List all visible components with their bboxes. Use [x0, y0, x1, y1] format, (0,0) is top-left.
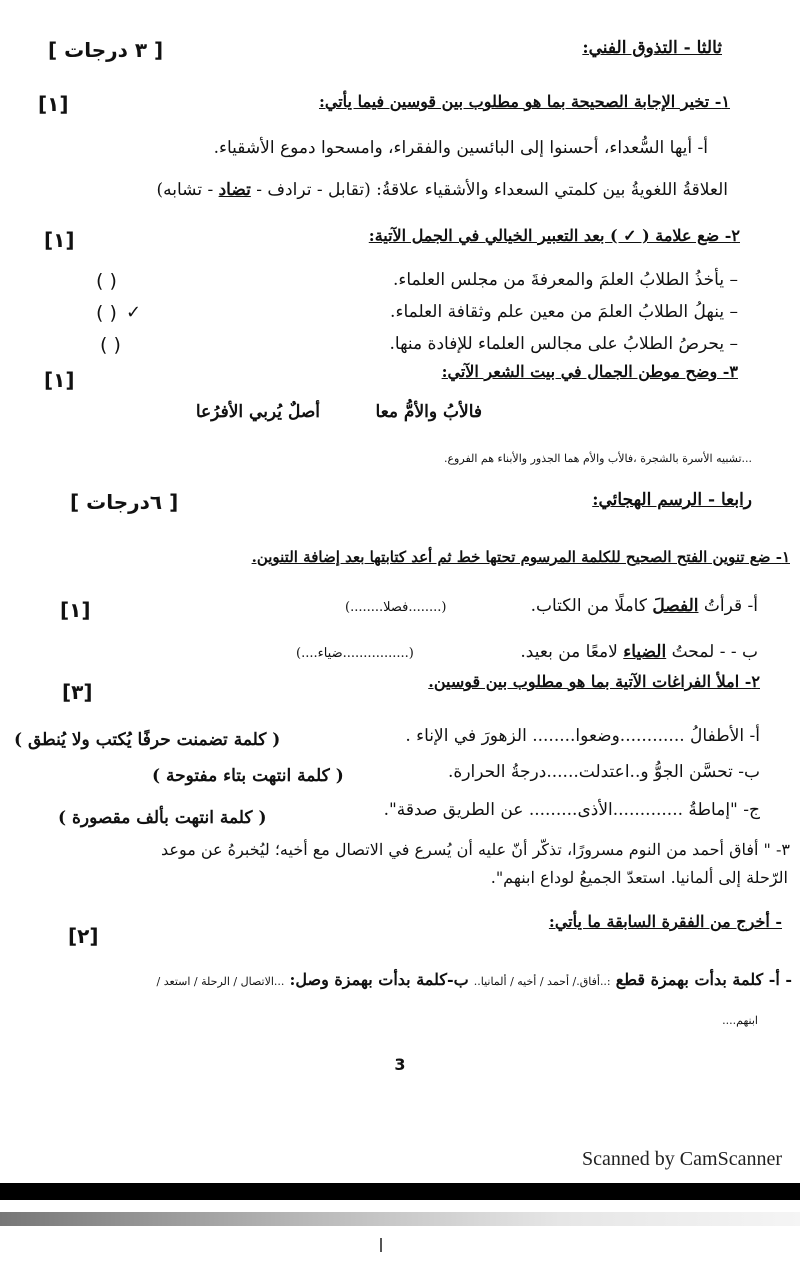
- section4-q1-b-prefix: ب - - لمحتُ: [671, 642, 758, 662]
- section4-q2-score: [٣]: [62, 680, 93, 704]
- section4-q3-a-answer: :..أفاق./ أحمد / أخيه / ألمانيا..: [473, 975, 611, 988]
- section3-q2-paren-1: ( ): [96, 270, 117, 292]
- check-mark-icon: ✓: [126, 302, 142, 323]
- section3-q3-title: ٣- وضح موطن الجمال في بيت الشعر الآتي:: [441, 362, 738, 381]
- section4-q1-a-suffix: كاملًا من الكتاب.: [530, 596, 647, 616]
- section4-q1-a-word: الفصلَ: [652, 596, 699, 616]
- section4-q3-b-answer: ...الاتصال / الرحلة / استعد /: [156, 975, 285, 988]
- section3-q1-score: [١]: [38, 92, 69, 116]
- section3-q2-title: ٢- ضع علامة ( ✓ ) بعد التعبير الخيالي في الجمل الآتية:: [368, 226, 740, 245]
- section4-q1-b-word: الضياء: [623, 642, 667, 662]
- section3-q1-question-suffix: - تشابه): [156, 180, 214, 200]
- section4-q3-line-1: ٣- " أفاق أحمد من النوم مسرورًا، تذكّر أنّ عليه أن يُسرع في الاتصال مع أخيه؛ ليُخبرهُ عن موعد: [161, 840, 790, 859]
- section4-q2-b: ب- تحسَّن الجوُّ و..اعتدلت......درجةُ الحرارة.: [448, 762, 760, 782]
- section4-q1-title: ١- ضع تنوين الفتح الصحيح للكلمة المرسوم تحتها خط ثم أعد كتابتها بعد إضافة التنوين.: [251, 548, 790, 566]
- section4-q2-b-hint: ( كلمة انتهت بتاء مفتوحة ): [152, 766, 344, 786]
- section3-title: ثالثا - التذوق الفني:: [582, 38, 722, 58]
- scan-black-bar: [0, 1183, 800, 1200]
- section4-q1-b-answer: (................ضياء....): [296, 646, 414, 661]
- verse-second-half: أصلٌ يُربي الأفرُعا: [195, 402, 320, 422]
- section3-q2-paren-2: ( ): [96, 302, 117, 324]
- section3-q1-question-prefix: العلاقةُ اللغويةُ بين كلمتي السعداء والأشقياء علاقةُ: (تقابل - ترادف -: [256, 180, 728, 200]
- verse-first-half: فالأبُ والأمُّ معا: [375, 402, 482, 422]
- section4-q1-score: [١]: [60, 598, 91, 622]
- section3-q1-answer: تضاد: [218, 180, 251, 200]
- section3-q2-score: [١]: [44, 228, 75, 252]
- section3-q2-paren-3: ( ): [100, 334, 121, 356]
- section4-q3-line-2: الرّحلة إلى ألمانيا. استعدّ الجميعُ لوداع ابنهم".: [490, 868, 788, 887]
- section3-q1-question: [157, 180, 729, 200]
- section4-q3-a-label: - أ- كلمة بدأت بهمزة قطع: [615, 970, 792, 989]
- section4-q1-b-suffix: لامعًا من بعيد.: [520, 642, 618, 662]
- section4-q1-a: [531, 596, 758, 616]
- section4-q2-a-hint: ( كلمة تضمنت حرفًا يُكتب ولا يُنطق ): [14, 730, 281, 750]
- section3-q1-title: ١- تخير الإجابة الصحيحة بما هو مطلوب بين قوسين فيما يأتي:: [318, 92, 730, 111]
- section4-q2-a: أ- الأطفالُ ............وضعوا........ الزهورَ في الإناء .: [405, 726, 760, 746]
- section3-q3-answer: ...تشبيه الأسرة بالشجرة ،فالأب والأم هما الجذور والأبناء هم الفروع.: [444, 452, 752, 465]
- section4-q3-sub: - أخرج من الفقرة السابقة ما يأتي:: [548, 912, 782, 931]
- page-number: 3: [394, 1055, 406, 1074]
- section3-q3-score: [١]: [44, 368, 75, 392]
- section4-q3-answers: [157, 970, 792, 989]
- section4-q1-b: [520, 642, 758, 662]
- section4-title: رابعا - الرسم الهجائي:: [592, 490, 752, 510]
- section4-q2-title: ٢- املأ الفراغات الآتية بما هو مطلوب بين قوسين.: [428, 672, 760, 691]
- section3-q1-sentence: أ- أيها السُّعداء، أحسنوا إلى البائسين والفقراء، وامسحوا دموع الأشقياء.: [213, 138, 708, 158]
- section4-q2-c-hint: ( كلمة انتهت بألف مقصورة ): [58, 808, 267, 828]
- section3-q2-item-1: – يأخذُ الطلابُ العلمَ والمعرفةَ من مجلس العلماء.: [392, 270, 738, 290]
- section3-q2-item-2: – ينهلُ الطلابُ العلمَ من معين علم وثقافة العلماء.: [390, 302, 738, 322]
- section4-q3-b-label: ب-كلمة بدأت بهمزة وصل:: [289, 970, 469, 989]
- section4-q3-b-answer-continued: ابنهم....: [722, 1014, 758, 1027]
- section4-q1-a-prefix: أ- قرأتُ: [703, 596, 758, 616]
- section3-marks: [ ٣ درجات ]: [48, 38, 164, 62]
- section4-q2-c: ج- "إماطةُ .............الأذى......... عن الطريق صدقة".: [383, 800, 760, 820]
- camscanner-watermark: Scanned by CamScanner: [582, 1148, 782, 1170]
- section4-q1-a-answer: (........فصلا........): [345, 600, 447, 615]
- scan-stray-mark: [380, 1238, 382, 1252]
- scan-grey-band: [0, 1212, 800, 1226]
- section3-q2-item-3: – يحرصُ الطلابُ على مجالس العلماء للإفادة منها.: [389, 334, 738, 354]
- section4-marks: [ ٦درجات ]: [70, 490, 179, 514]
- section4-q3-score: [٢]: [68, 924, 99, 948]
